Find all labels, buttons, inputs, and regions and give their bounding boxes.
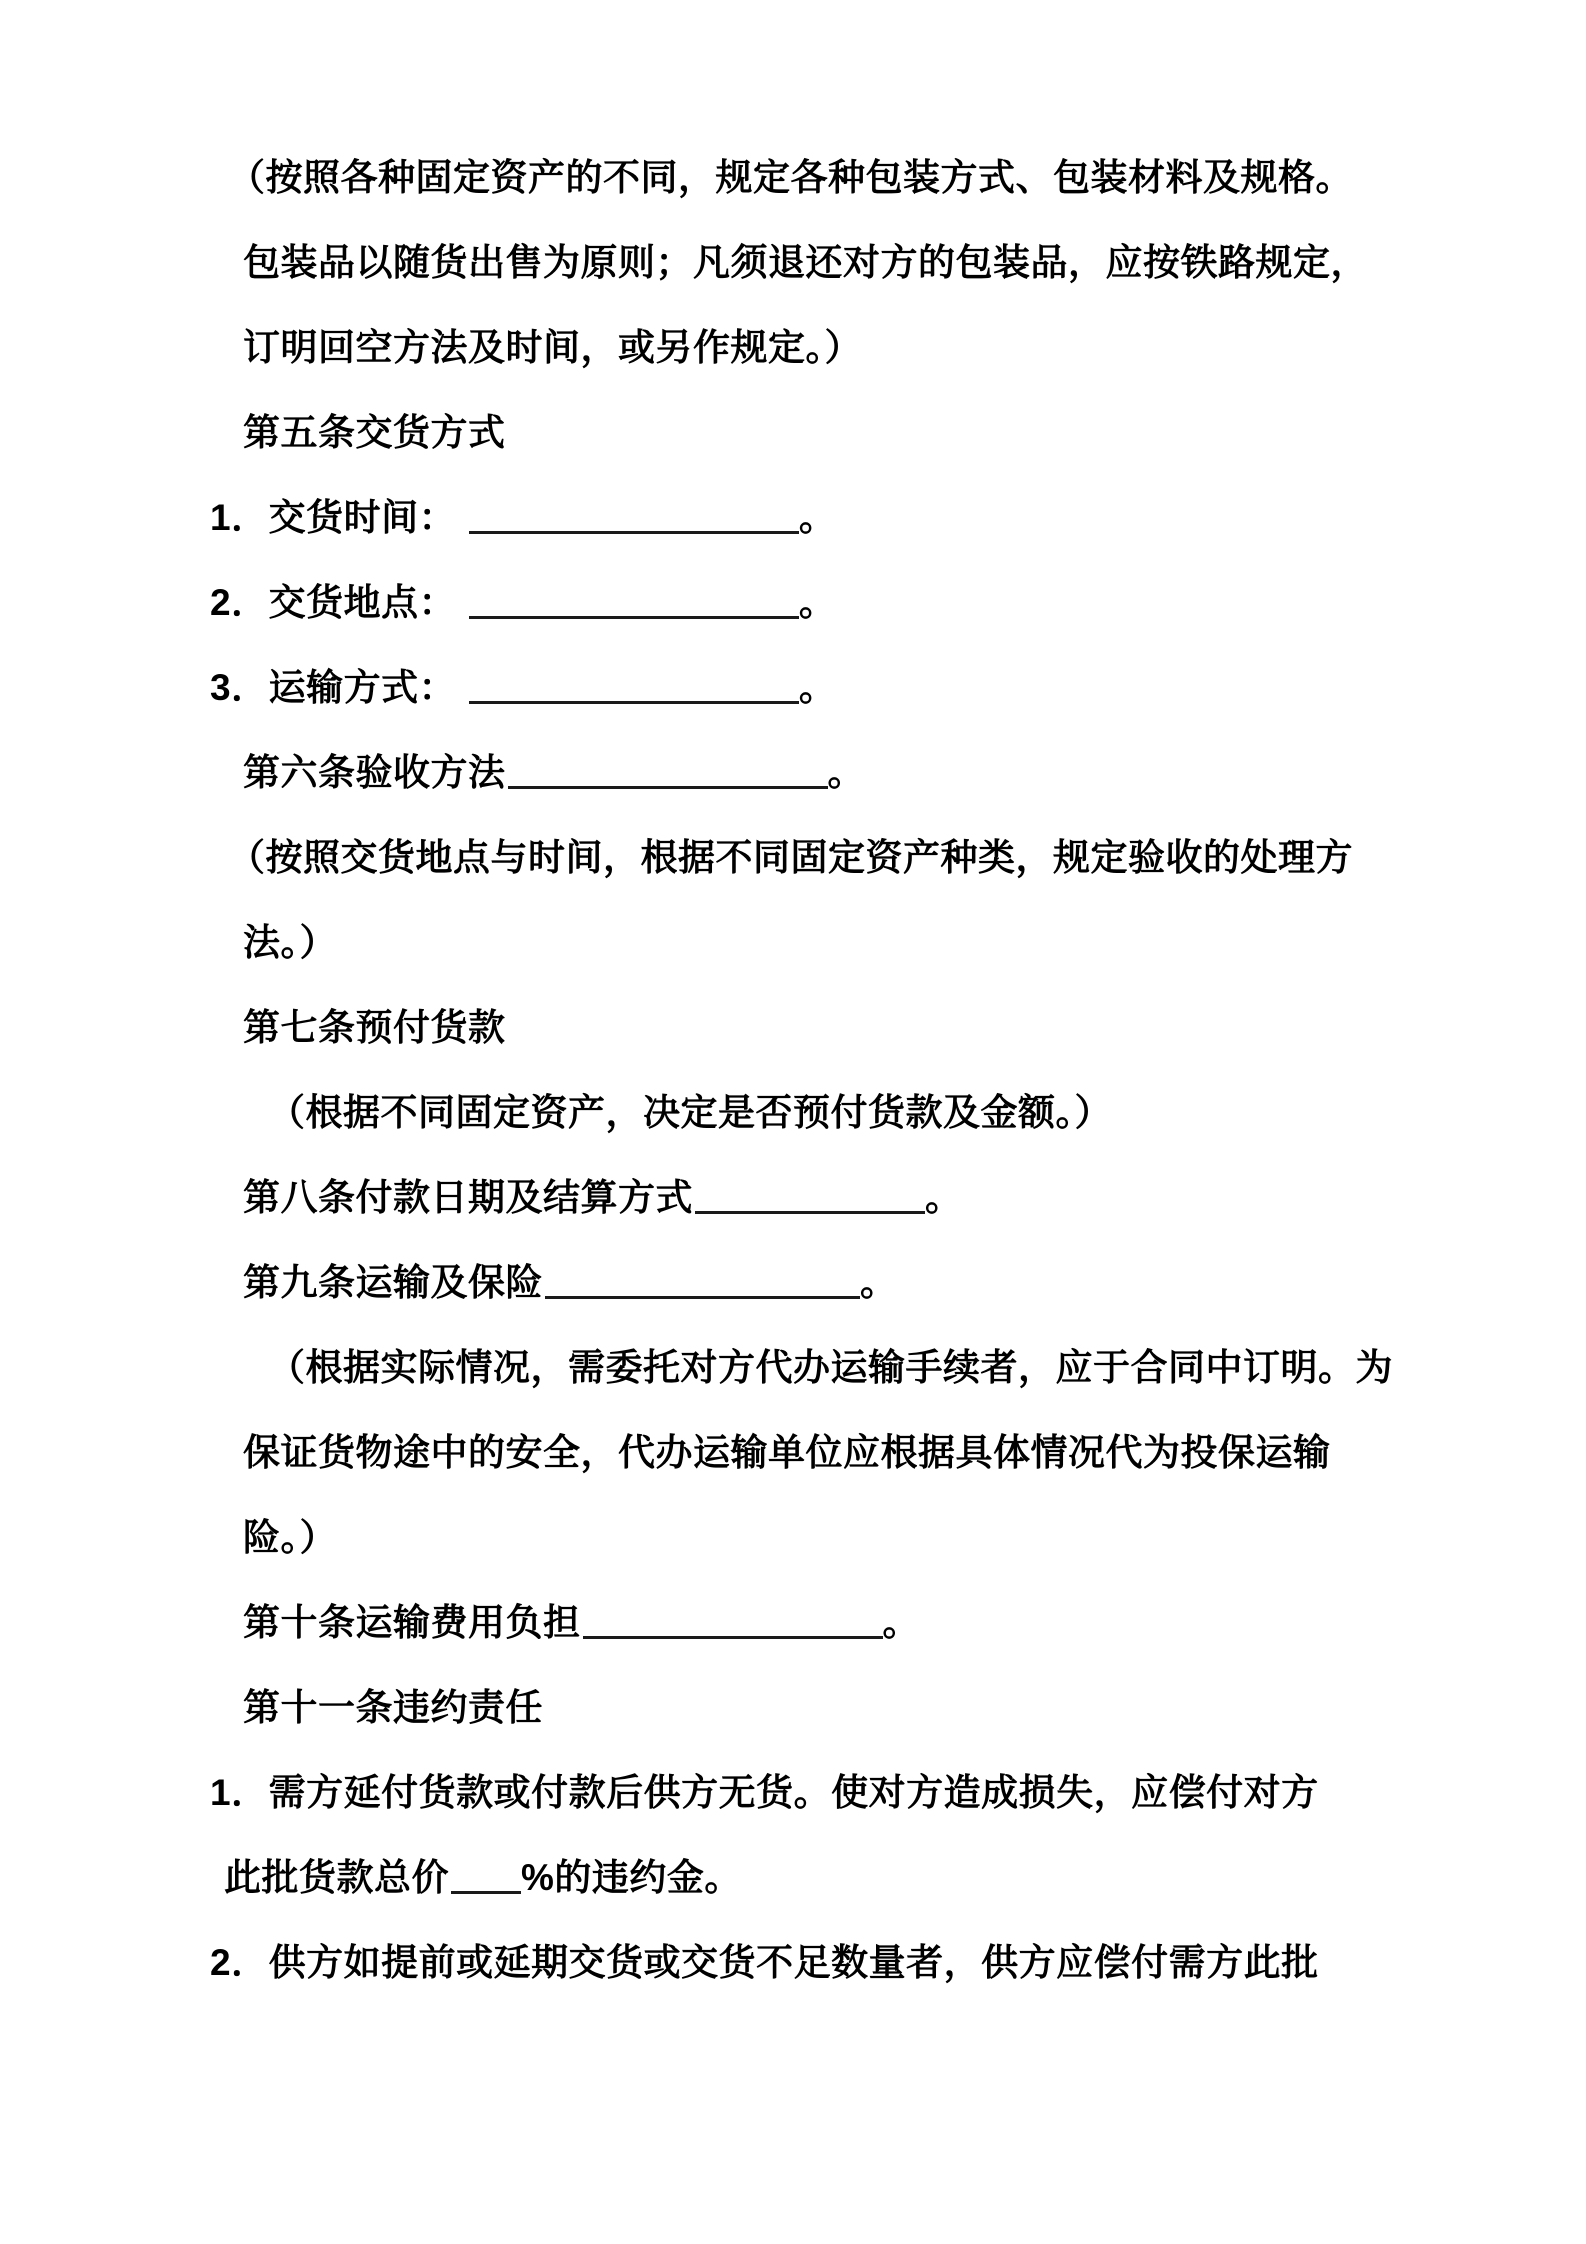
line-article-9-heading	[0, 1240, 1586, 1325]
packing-clause-1-text: （按照各种固定资产的不同，规定各种包装方式、包装材料及规格。	[228, 157, 1353, 198]
line-delivery-time-item	[0, 475, 1586, 560]
breach-item-1b-blank-field[interactable]	[451, 1890, 521, 1894]
article-8-heading-suffix: 。	[925, 1177, 963, 1218]
transport-mode-item-suffix: 。	[798, 667, 837, 708]
line-article-6-heading	[0, 730, 1586, 815]
breach-item-1a-text: 1．需方延付货款或付款后供方无货。使对方造成损失，应偿付对方	[210, 1772, 1319, 1813]
line-delivery-place-item	[0, 560, 1586, 645]
insurance-note-1-text: （根据实际情况，需委托对方代办运输手续者，应于合同中订明。为	[268, 1347, 1393, 1388]
line-prepayment-note	[0, 1070, 1586, 1155]
line-breach-item-1a	[0, 1750, 1586, 1835]
line-packing-clause-1	[0, 135, 1586, 220]
line-breach-item-1b	[0, 1835, 1586, 1920]
article-6-heading-label: 第六条验收方法	[243, 752, 506, 793]
acceptance-note-1-text: （按照交货地点与时间，根据不同固定资产种类，规定验收的处理方	[228, 837, 1353, 878]
acceptance-note-2-text: 法。）	[243, 922, 337, 963]
line-article-10-heading	[0, 1580, 1586, 1665]
line-insurance-note-1	[0, 1325, 1586, 1410]
packing-clause-2-text: 包装品以随货出售为原则；凡须退还对方的包装品，应按铁路规定，	[243, 242, 1368, 283]
article-6-heading-suffix: 。	[827, 752, 865, 793]
article-6-heading-blank-field[interactable]	[508, 785, 828, 789]
line-packing-clause-2	[0, 220, 1586, 305]
article-8-heading-label: 第八条付款日期及结算方式	[243, 1177, 693, 1218]
line-article-5-heading	[0, 390, 1586, 475]
article-9-heading-suffix: 。	[860, 1262, 898, 1303]
article-7-heading-text: 第七条预付货款	[243, 1007, 506, 1048]
line-packing-clause-3	[0, 305, 1586, 390]
line-insurance-note-2	[0, 1410, 1586, 1495]
breach-item-1b-suffix: %的违约金。	[521, 1857, 742, 1898]
article-8-heading-blank-field[interactable]	[695, 1210, 925, 1214]
article-9-heading-label: 第九条运输及保险	[243, 1262, 543, 1303]
packing-clause-3-text: 订明回空方法及时间，或另作规定。）	[243, 327, 862, 368]
article-11-heading-text: 第十一条违约责任	[243, 1687, 543, 1728]
insurance-note-2-text: 保证货物途中的安全，代办运输单位应根据具体情况代为投保运输	[243, 1432, 1331, 1473]
article-5-heading-text: 第五条交货方式	[243, 412, 506, 453]
delivery-time-item-suffix: 。	[798, 497, 837, 538]
delivery-place-item-label: 2．交货地点：	[210, 582, 467, 623]
line-article-7-heading	[0, 985, 1586, 1070]
line-acceptance-note-2	[0, 900, 1586, 985]
article-10-heading-suffix: 。	[882, 1602, 920, 1643]
line-insurance-note-3	[0, 1495, 1586, 1580]
insurance-note-3-text: 险。）	[243, 1517, 337, 1558]
delivery-time-item-label: 1．交货时间：	[210, 497, 467, 538]
breach-item-2-text: 2．供方如提前或延期交货或交货不足数量者，供方应偿付需方此批	[210, 1942, 1319, 1983]
prepayment-note-text: （根据不同固定资产，决定是否预付货款及金额。）	[268, 1092, 1112, 1133]
article-10-heading-blank-field[interactable]	[583, 1635, 883, 1639]
transport-mode-item-blank-field[interactable]	[469, 700, 799, 704]
breach-item-1b-label: 此批货款总价	[224, 1857, 449, 1898]
line-acceptance-note-1	[0, 815, 1586, 900]
line-transport-mode-item	[0, 645, 1586, 730]
delivery-place-item-blank-field[interactable]	[469, 615, 799, 619]
transport-mode-item-label: 3．运输方式：	[210, 667, 467, 708]
delivery-place-item-suffix: 。	[798, 582, 837, 623]
delivery-time-item-blank-field[interactable]	[469, 530, 799, 534]
line-breach-item-2	[0, 1920, 1586, 2005]
article-10-heading-label: 第十条运输费用负担	[243, 1602, 581, 1643]
line-article-8-heading	[0, 1155, 1586, 1240]
line-article-11-heading	[0, 1665, 1586, 1750]
article-9-heading-blank-field[interactable]	[545, 1295, 860, 1299]
